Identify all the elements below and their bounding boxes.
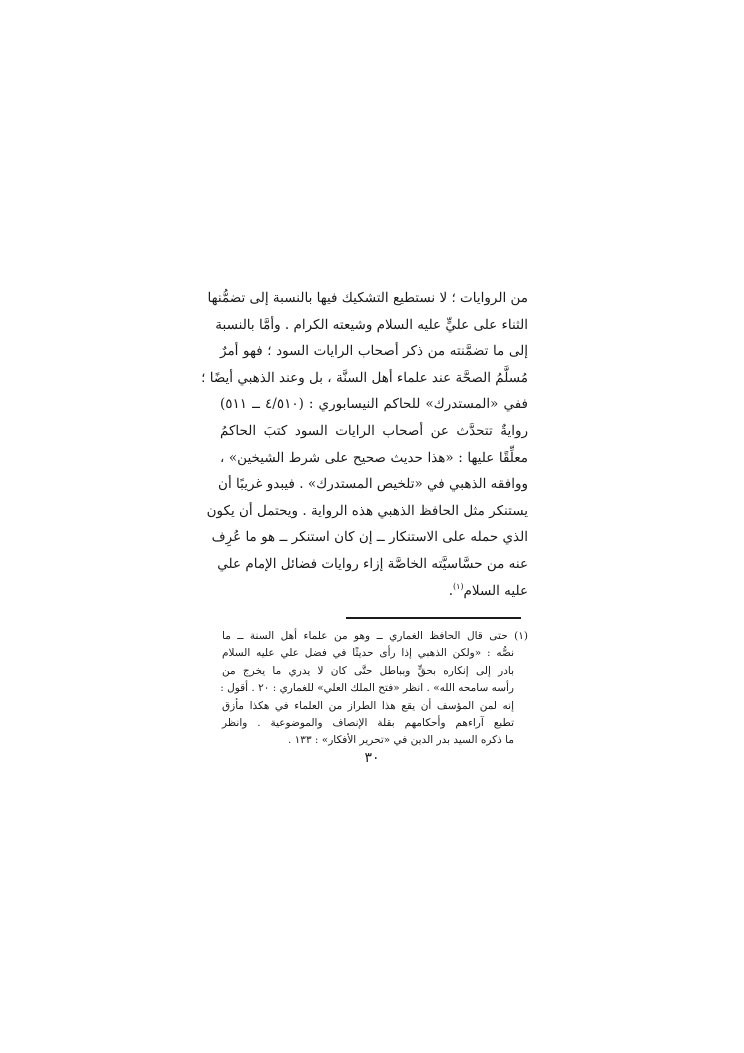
body-line: ففي «المستدرك» للحاكم النيسابوري : (٤/٥١٠ ــ ٥١١) — [220, 396, 528, 413]
footnote-separator — [346, 617, 521, 619]
body-line: روايةٌ تتحدَّث عن أصحاب الرايات السود كتبَ الحاكمُ — [220, 422, 528, 439]
body-line: من الروايات ؛ لا نستطيع التشكيك فيها بالنسبة إلى تضمُّنها — [207, 290, 528, 306]
footnote-line: نصُّه : «ولكن الذهبي إذا رأى حديثًا في فضل علي عليه السلام — [222, 647, 514, 660]
footnote-line: ما ذكره السيد بدر الدين في «تحرير الأفكار» : ١٣٣ . — [287, 734, 514, 747]
body-line: عنه من حسَّاسيَّته الخاصَّة إزاء روايات فضائل الإمام علي — [217, 555, 528, 572]
sentence-end-period: . — [448, 582, 453, 599]
body-line: يستنكر مثل الحافظ الذهبي هذه الرواية . ويحتمل أن يكون — [206, 502, 528, 519]
body-line: الثناء على عليٍّ عليه السلام وشيعته الكرام . وأمَّا بالنسبة — [215, 316, 528, 333]
body-line: مُسلَّمُ الصحَّة عند علماء أهل السنَّة ، بل وعند الذهبي أيضًا ؛ — [201, 369, 528, 386]
footnote-reference[interactable]: (١) — [453, 581, 464, 591]
body-line-text: عليه السلام — [463, 582, 528, 599]
body-line: الذي حمله على الاستنكار ــ إن كان استنكر ــ هو ما عُرِف — [211, 529, 528, 546]
body-line-last — [220, 578, 528, 605]
footnote-line: بادر إلى إنكاره بحقٍّ وبباطل حتَّى كان لا يدري ما يخرج من — [222, 664, 514, 677]
footnote-line: (١) حتى قال الحافظ الغماري ــ وهو من علماء أهل السنة ــ ما — [222, 630, 528, 642]
body-line: ووافقه الذهبي في «تلخيص المستدرك» . فيبدو غريبًا أن — [218, 476, 528, 493]
footnotes-block — [222, 628, 528, 750]
main-body-text — [201, 285, 528, 604]
page-number: ٣٠ — [364, 750, 380, 766]
body-line: إلى ما تضمَّنته من ذكر أصحاب الرايات السود ؛ فهو أمرٌ — [220, 343, 528, 360]
footnote-line: تطبع آراءهم وأحكامهم بقلة الإنصاف والموضوعية . وانظر — [222, 716, 514, 729]
body-line: معلِّقًا عليها : «هذا حديث صحيح على شرط الشيخين» ، — [220, 449, 528, 466]
footnote-line: إنه لمن المؤسف أن يقع هذا الطراز من العلماء في هكذا مأزق — [222, 699, 514, 712]
footnote-line: رأسه سامحه الله» . انظر «فتح الملك العلي» للغماري : ٢٠ . أقول : — [220, 682, 514, 695]
